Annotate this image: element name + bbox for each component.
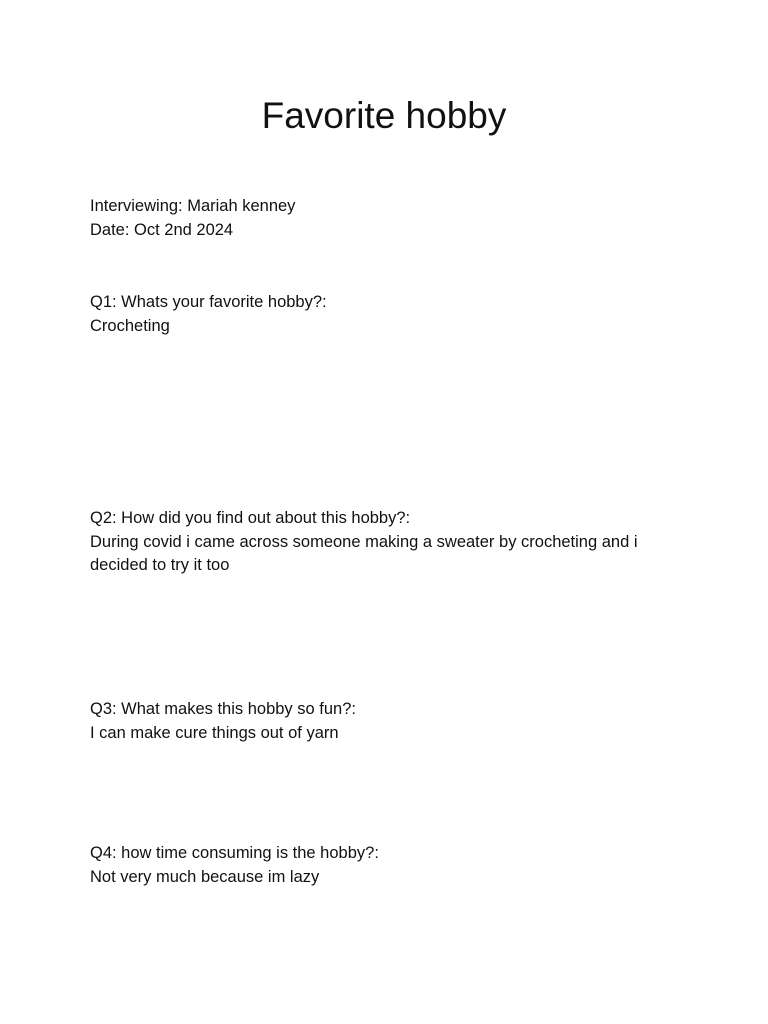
question-4: Q4: how time consuming is the hobby?: [90, 844, 379, 862]
question-3: Q3: What makes this hobby so fun?: [90, 700, 356, 718]
answer-4: Not very much because im lazy [90, 868, 320, 886]
interviewee-line: Interviewing: Mariah kenney [90, 197, 296, 215]
date-line: Date: Oct 2nd 2024 [90, 221, 234, 239]
answer-1: Crocheting [90, 317, 170, 335]
question-2: Q2: How did you find out about this hobby?: [90, 509, 411, 527]
answer-2-line-2: decided to try it too [90, 556, 230, 574]
page-title: Favorite hobby [261, 95, 507, 136]
answer-3: I can make cure things out of yarn [90, 724, 339, 742]
answer-2-line-1: During covid i came across someone making a sweater by crocheting and i [90, 533, 638, 551]
question-1: Q1: Whats your favorite hobby?: [90, 293, 327, 311]
